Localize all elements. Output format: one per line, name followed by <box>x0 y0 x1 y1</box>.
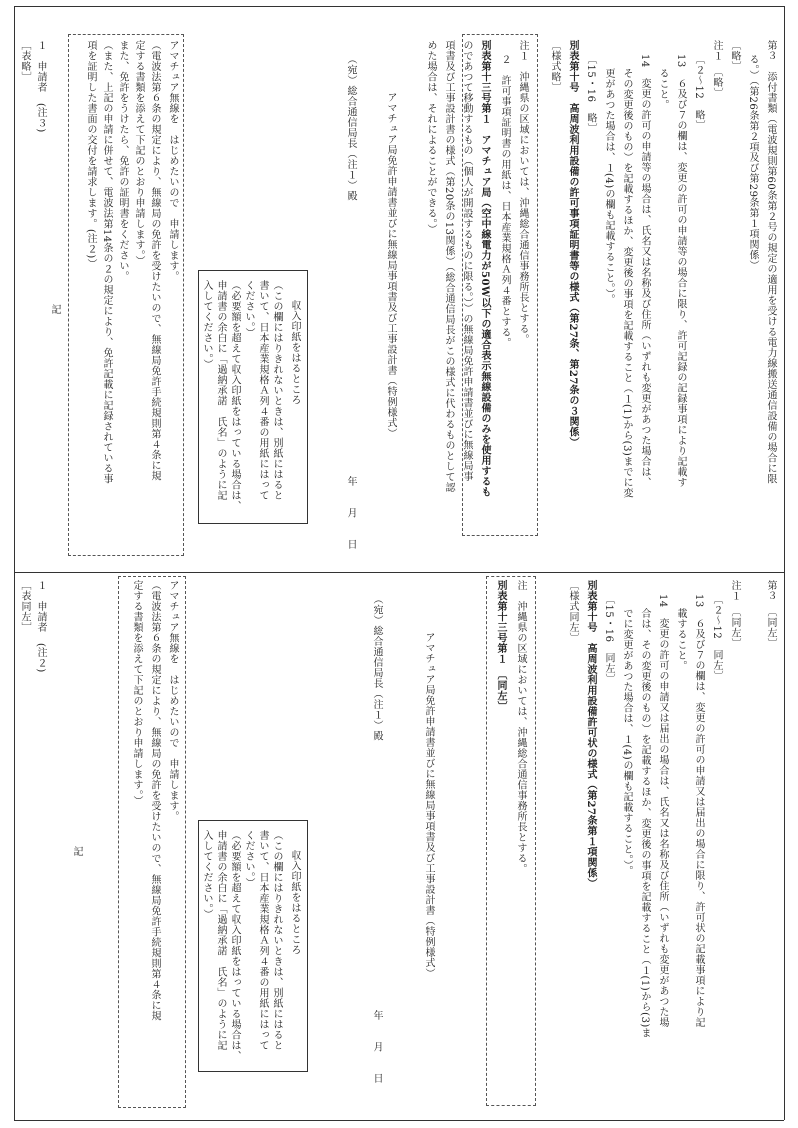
bottom-line-9: 合は、その変更後のもの）を記載するほか、変更後の事項を記載すること（１(1)から(3)ま <box>639 608 650 1039</box>
bottom-heading-table10: 別表第十号 高周波利用設備許可状の様式（第27条第１項関係） <box>585 580 596 889</box>
bottom-request-3: 定する書類を添えて下記のとおり申請します。） <box>131 580 142 806</box>
top-note-1: 注１ 沖縄県の区域においては、沖縄総合通信事務所長とする。 <box>517 40 528 345</box>
top-line-6: 13 ６及び７の欄は、変更の許可の申請等の場合に限り、許可記録の記録事項により記載す <box>675 54 686 488</box>
top-line-7: ること。 <box>657 68 668 110</box>
bottom-table-note: ［表同左］ <box>19 580 30 633</box>
frame-left-line <box>14 6 15 1120</box>
frame-bottom-line <box>14 1120 784 1121</box>
top-line-9: その変更後のもの）を記載するほか、変更後の事項を記載すること（１(1)から(3)までに変 <box>621 68 632 499</box>
top-line-18: 項書及び工事設計書の様式（第20条の13関係）（総合通信局長がこの様式に代わるものとして認 <box>443 40 454 493</box>
top-line-10: 更があつた場合は、１(4)の欄も記載すること。）。 <box>603 68 614 305</box>
bottom-line-10: でに変更があつた場合は、１(4)の欄も記載すること。）。 <box>621 608 632 877</box>
top-line-5: 〔２～12 略〕 <box>693 54 704 131</box>
top-heading-table13: 別表第十三号第１ アマチュア局（空中線電力が50W以下の適合表示無線設備のみを使用するも <box>479 40 490 498</box>
bottom-line-13: 〔様式同左〕 <box>567 580 578 643</box>
top-request-3: 定する書類を添えて下記のとおり申請します。） <box>133 40 144 266</box>
top-form-title: アマチュア局免許申請書並びに無線局事項書及び工事設計書（特例様式） <box>385 92 396 439</box>
top-request-4: また、免許をうけたら、免許の証明書をください。 <box>117 40 128 282</box>
top-applicant: １ 申請者 (注３) <box>35 40 46 133</box>
bottom-stamp-line-1: 収入印紙をはるところ <box>289 850 300 955</box>
bottom-form-title: アマチュア局免許申請書並びに無線局事項書及び工事設計書（特例様式） <box>423 632 434 979</box>
frame-divider-line <box>14 572 784 573</box>
bottom-line-1: 第３ 〔同左〕 <box>765 580 776 649</box>
top-stamp-line-6: 申請書の余白に「過納承諾 氏名」のように記 <box>215 280 226 501</box>
top-date: 年 月 日 <box>345 476 356 550</box>
top-stamp-line-7: 入してください。） <box>201 280 212 370</box>
top-stamp-line-4: ください。） <box>243 280 254 338</box>
top-request-2: （電波法第６条の規定により、無線局の免許を受けたいので、無線局免許手続規則第４条に規 <box>149 40 160 481</box>
top-request-5: （また、上記の申請に併せて、電波法第14条の２の規定により、免許記載に記録されている事 <box>101 40 112 485</box>
bottom-request-2: （電波法第６条の規定により、無線局の免許を受けたいので、無線局免許手続規則第４条に規 <box>149 580 160 1021</box>
bottom-date: 年 月 日 <box>371 1010 382 1084</box>
bottom-stamp-line-2: （この欄にはりきれないときは、別紙にはると <box>271 830 282 1051</box>
top-line-17: のであつて移動するもの（個人が開設するものに限る。））の無線局免許申請書並びに無線局事 <box>461 40 472 482</box>
bottom-stamp-line-3: 書いて、日本産業規格Ａ列４番の用紙にはって <box>257 830 268 1051</box>
bottom-stamp-line-5: （必要額を超えて収入印紙をはっている場合は、 <box>229 830 240 1061</box>
top-stamp-line-5: （必要額を超えて収入印紙をはっている場合は、 <box>229 280 240 511</box>
bottom-line-5: 〔２～12 同左〕 <box>711 594 722 682</box>
top-request-1: アマチュア無線を はじめたいので 申請します。 <box>167 40 178 282</box>
bottom-line-6: 13 ６及び７の欄は、変更の許可の申請又は届出の場合に限り、許可状の記載事項により記 <box>693 594 704 1028</box>
top-line-19: めた場合は、それによることができる。） <box>425 40 436 235</box>
bottom-stamp-line-7: 入してください。） <box>201 830 212 920</box>
top-line-13: 〔様式略〕 <box>549 40 560 93</box>
bottom-ki: 記 <box>71 846 82 857</box>
top-request-6: 項を証明した書面の交付を請求します。(注２)） <box>85 40 96 270</box>
bottom-note-1: 注 沖縄県の区域においては、沖縄総合通信事務所長とする。 <box>515 580 526 874</box>
top-stamp-line-3: 書いて、日本産業規格Ａ列４番の用紙にはって <box>257 280 268 501</box>
frame-top-line <box>14 6 784 7</box>
bottom-stamp-line-4: ください。） <box>243 830 254 888</box>
bottom-request-1: アマチュア無線を はじめたいので 申請します。 <box>167 580 178 822</box>
top-line-1: 第３ 添付書類（電波規則第60条第２号の規定の適用を受ける電力線搬送通信設備の場合に限 <box>765 40 776 485</box>
top-table-note: ［表略］ <box>19 40 30 82</box>
bottom-line-7: 載すること。 <box>675 608 686 671</box>
bottom-line-4: 注１ 〔同左〕 <box>729 580 740 649</box>
top-line-8: 14 変更の許可の申請等の場合は、氏名又は名称及び住所（いずれも変更があつた場合は、 <box>639 54 650 488</box>
bottom-stamp-line-6: 申請書の余白に「過納承諾 氏名」のように記 <box>215 830 226 1051</box>
top-stamp-line-2: （この欄にはりきれないときは、別紙にはると <box>271 280 282 501</box>
bottom-heading-table13: 別表第十三号第１ 〔同左〕 <box>495 580 506 712</box>
top-ki: 記 <box>49 304 60 315</box>
top-heading-table10: 別表第十号 高周波利用設備の許可事項証明書等の様式（第27条、第27条の３関係） <box>567 40 578 448</box>
bottom-line-11: 〔15・16 同左〕 <box>603 594 614 685</box>
top-line-4: 注１ 〔略〕 <box>711 40 722 98</box>
top-line-2: る。）（第26条第２項及び第29条第１項関係） <box>747 54 758 271</box>
top-addressee: （宛）総合通信局長（注１）殿 <box>345 54 356 201</box>
top-note-2: ２ 許可事項証明書の用紙は、日本産業規格Ａ列４番とする。 <box>499 54 510 348</box>
bottom-applicant: １ 申請者 (注２) <box>35 580 46 673</box>
top-line-3: 〔略〕 <box>729 40 740 72</box>
frame-right-line <box>784 6 785 1120</box>
top-stamp-line-1: 収入印紙をはるところ <box>289 300 300 405</box>
top-line-11: 〔15・16 略〕 <box>585 54 596 134</box>
bottom-line-8: 14 変更の許可の申請又は届出の場合は、氏名又は名称及び住所（いずれも変更があつた場 <box>657 594 668 1028</box>
bottom-addressee: （宛）総合通信局長（注１）殿 <box>371 594 382 741</box>
